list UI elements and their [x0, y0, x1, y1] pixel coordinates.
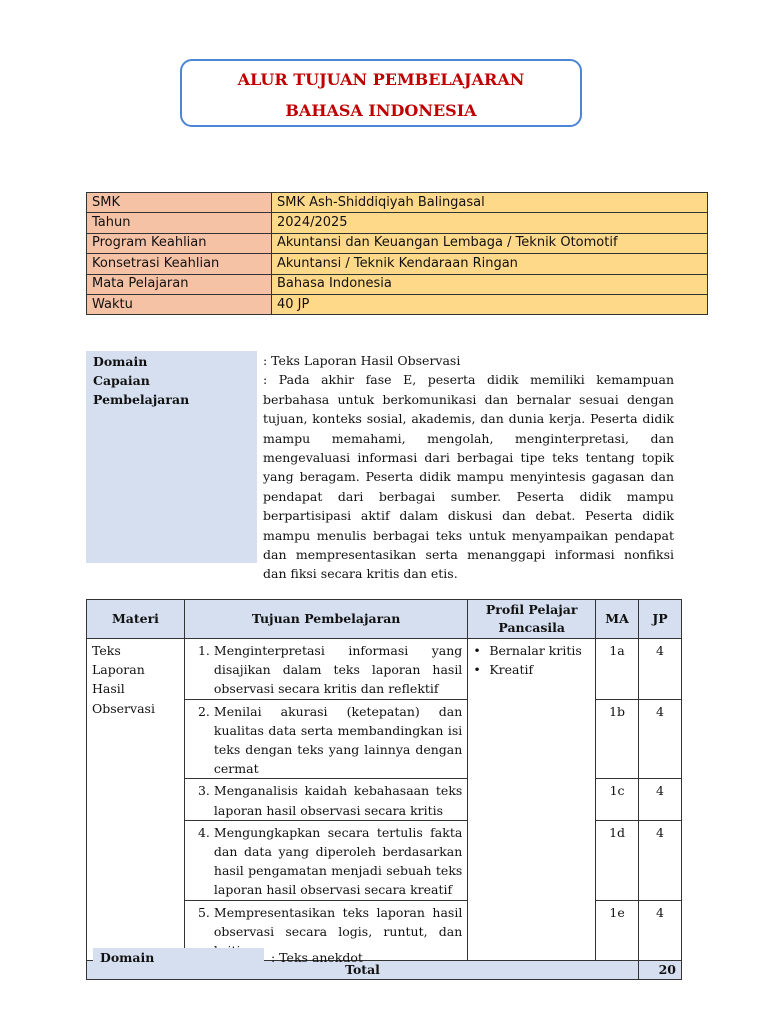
info-value: Akuntansi dan Keuangan Lembaga / Teknik Otomotif [272, 233, 708, 253]
capaian-label: Capaian Pembelajaran [93, 373, 190, 407]
goal-text: Mengungkapkan secara tertulis fakta dan data yang diperoleh berdasarkan hasil pengamatan menjadi sebuah teks laporan hasil observasi secara kreatif [213, 824, 463, 898]
info-key: Waktu [87, 294, 272, 314]
profil-item: Kreatif [489, 662, 534, 678]
info-row [87, 193, 708, 213]
jp-cell: 4 [639, 639, 682, 700]
table-header-row [87, 600, 682, 639]
header-ma: MA [596, 600, 639, 639]
info-key: Tahun [87, 213, 272, 233]
total-value: 20 [639, 961, 682, 980]
domain-value: : Teks Laporan Hasil Observasi [263, 353, 461, 368]
total-label: Total [87, 961, 639, 980]
goal-text: Menginterpretasi informasi yang disajikan dalam teks laporan hasil observasi secara kritis dan reflektif [213, 643, 463, 697]
list-item [473, 641, 590, 660]
ma-cell: 1e [596, 900, 639, 961]
jp-cell: 4 [639, 900, 682, 961]
goal-cell [184, 699, 467, 779]
info-value: SMK Ash-Shiddiqiyah Balingasal [272, 193, 708, 213]
document-subtitle: BAHASA INDONESIA [285, 101, 477, 120]
goal-number: 1. [197, 643, 210, 658]
document-title: ALUR TUJUAN PEMBELAJARAN [237, 70, 525, 89]
info-value: Bahasa Indonesia [272, 274, 708, 294]
domain-label: Domain [93, 354, 148, 369]
ma-cell: 1c [596, 779, 639, 820]
profil-item: Bernalar kritis [489, 643, 582, 658]
learning-goals-table [86, 599, 682, 980]
domain2-label: Domain [93, 948, 264, 967]
profil-cell [468, 639, 596, 961]
goal-number: 3. [197, 783, 210, 799]
ma-cell: 1b [596, 699, 639, 779]
capaian-value: : Pada akhir fase E, peserta didik memiliki kemampuan berbahasa untuk berkomunikasi dan bernalar sesuai dengan tujuan, konteks sosial, akademis, dan dunia kerja. Peserta didik mampu memahami, mengolah, menginterpretasi, dan mengevaluasi informasi dari berbagai tipe teks tentang topik yang beragam. Peserta didik mampu menyintesis gagasan dan pendapat dari berbagai sumber. Peserta didik mampu berpartisipasi aktif dalam diskusi dan debat. Peserta didik mampu menulis berbagai teks untuk menyampaikan pendapat dan mempresentasikan serta menanggapi informasi nonfiksi dan fiksi secara kritis dan etis. [263, 372, 674, 582]
document-title-box [180, 59, 582, 127]
list-item [473, 660, 590, 679]
info-row [87, 213, 708, 233]
info-table [86, 192, 708, 315]
jp-cell: 4 [639, 779, 682, 820]
domain-text-panel [263, 351, 674, 584]
goal-cell [184, 639, 467, 700]
info-key: Program Keahlian [87, 233, 272, 253]
info-value: Akuntansi / Teknik Kendaraan Ringan [272, 254, 708, 274]
goal-number: 5. [197, 904, 210, 920]
bullet-icon: • [473, 662, 481, 678]
goal-text: Mempresentasikan teks laporan hasil observasi secara logis, runtut, dan [213, 904, 463, 939]
domain-label-panel [86, 351, 257, 563]
info-key: SMK [87, 193, 272, 213]
info-value: 40 JP [272, 294, 708, 314]
ma-cell: 1d [596, 820, 639, 900]
header-profil: Profil Pelajar Pancasila [468, 600, 596, 639]
goal-cell [184, 779, 467, 820]
header-tujuan: Tujuan Pembelajaran [184, 600, 467, 639]
info-key: Mata Pelajaran [87, 274, 272, 294]
info-key: Konsetrasi Keahlian [87, 254, 272, 274]
goal-text: Menganalisis kaidah kebahasaan teks laporan hasil observasi secara kritis [213, 783, 463, 818]
header-materi: Materi [87, 600, 185, 639]
materi-text: Teks Laporan Hasil Observasi [92, 643, 155, 716]
jp-cell: 4 [639, 699, 682, 779]
jp-cell: 4 [639, 820, 682, 900]
goal-number: 2. [197, 703, 210, 719]
info-row [87, 254, 708, 274]
ma-cell: 1a [596, 639, 639, 700]
header-jp: JP [639, 600, 682, 639]
bullet-icon: • [473, 643, 481, 658]
table-row [87, 639, 682, 700]
info-value: 2024/2025 [272, 213, 708, 233]
goal-cell [184, 820, 467, 900]
info-row [87, 274, 708, 294]
info-row [87, 233, 708, 253]
info-row [87, 294, 708, 314]
goal-number: 4. [197, 824, 210, 840]
domain2-value: : Teks anekdot [271, 950, 363, 965]
goal-text: Menilai akurasi (ketepatan) dan kualitas data serta membandingkan isi teks dengan teks yang lainnya dengan cermat [213, 703, 463, 777]
materi-cell [87, 639, 185, 961]
